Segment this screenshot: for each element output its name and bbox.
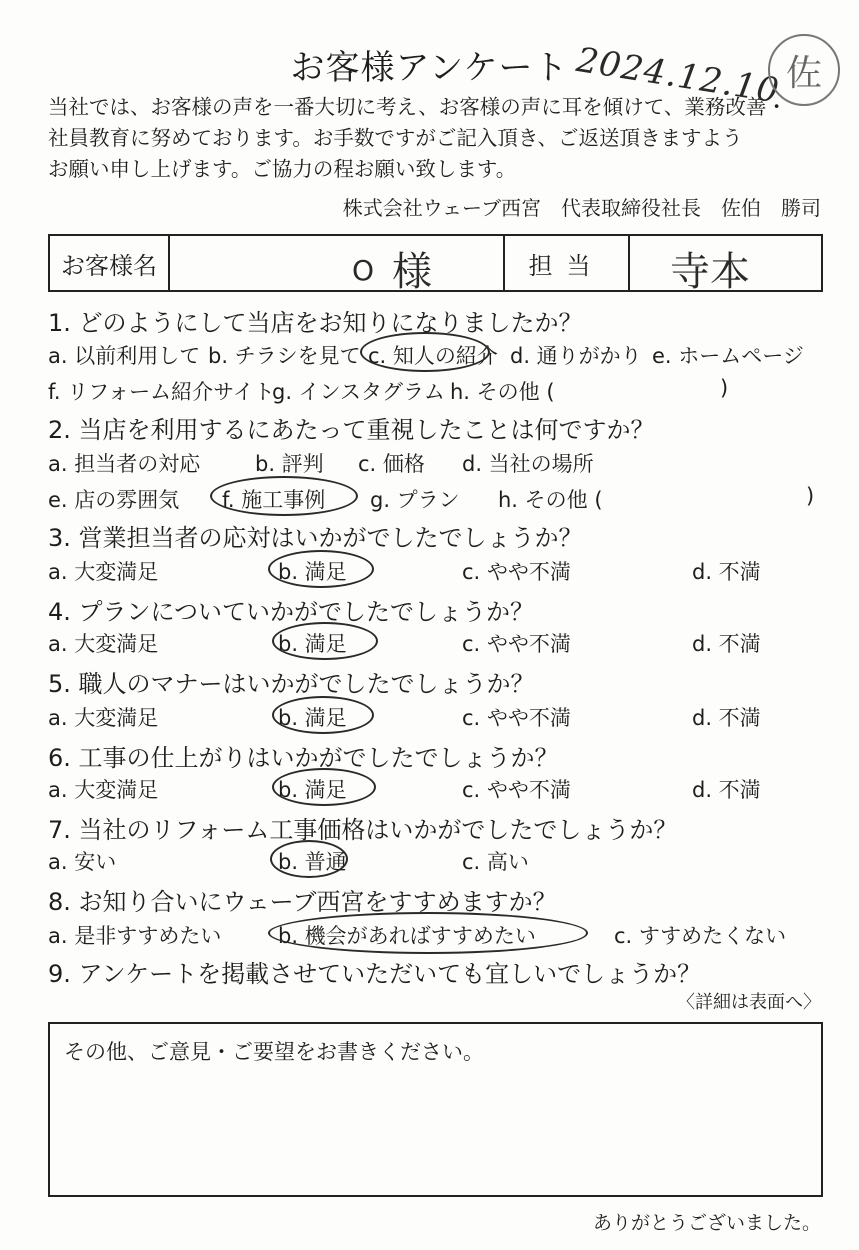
- question-9: 9. アンケートを掲載させていただいても宜しいでしょうか？: [48, 960, 702, 988]
- seal-stamp: 佐: [768, 34, 840, 106]
- q8-option-b[interactable]: b. 機会があればすすめたい: [278, 924, 536, 948]
- handwritten-date: 2024.12.10: [573, 40, 783, 112]
- q1-option-b[interactable]: b. チラシを見て: [208, 344, 361, 368]
- q1-option-c[interactable]: c. 知人の紹介: [368, 344, 498, 368]
- q7-option-b[interactable]: b. 普通: [278, 850, 347, 874]
- customer-name-field[interactable]: [170, 236, 505, 295]
- staff-value: 寺本: [670, 249, 750, 295]
- intro-text: [48, 92, 787, 185]
- q3-option-a[interactable]: a. 大変満足: [48, 560, 159, 584]
- q1-option-d[interactable]: d. 通りがかり: [510, 344, 642, 368]
- q1-option-g[interactable]: g. インスタグラム: [272, 380, 445, 404]
- question-5: 5. 職人のマナーはいかがでしたでしょうか？: [48, 670, 535, 698]
- question-4: 4. プランについていかがでしたでしょうか？: [48, 598, 535, 626]
- q1-option-a[interactable]: a. 以前利用して: [48, 344, 201, 368]
- q4-option-a[interactable]: a. 大変満足: [48, 632, 159, 656]
- q5-option-a[interactable]: a. 大変満足: [48, 706, 159, 730]
- question-8: 8. お知り合いにウェーブ西宮をすすめますか？: [48, 888, 557, 916]
- q2-option-d[interactable]: d. 当社の場所: [462, 452, 594, 476]
- q6-option-b[interactable]: b. 満足: [278, 778, 347, 802]
- q4-option-b[interactable]: b. 満足: [278, 632, 347, 656]
- q3-option-b[interactable]: b. 満足: [278, 560, 347, 584]
- q1-option-f[interactable]: f. リフォーム紹介サイト: [48, 380, 275, 404]
- q6-option-d[interactable]: d. 不満: [692, 778, 761, 802]
- q2-option-g[interactable]: g. プラン: [370, 488, 460, 512]
- q2-option-a[interactable]: a. 担当者の対応: [48, 452, 201, 476]
- customer-honorific: 様: [392, 249, 432, 295]
- comment-box[interactable]: [48, 1022, 823, 1197]
- q1-option-h-close: ): [720, 376, 729, 400]
- q2-option-h-close: ): [806, 484, 815, 508]
- q4-option-d[interactable]: d. 不満: [692, 632, 761, 656]
- intro-line: 当社では、お客様の声を一番大切に考え、お客様の声に耳を傾けて、業務改善・: [48, 95, 787, 119]
- q8-option-a[interactable]: a. 是非すすめたい: [48, 924, 222, 948]
- comment-label: その他、ご意見・ご要望をお書きください。: [64, 1040, 484, 1064]
- q6-option-a[interactable]: a. 大変満足: [48, 778, 159, 802]
- thanks-message: ありがとうございました。: [592, 1212, 821, 1234]
- see-front-note: 〈詳細は表面へ〉: [677, 992, 821, 1013]
- customer-info-table: [48, 234, 823, 295]
- q1-option-e[interactable]: e. ホームページ: [652, 344, 804, 368]
- question-2: 2. 当店を利用するにあたって重視したことは何ですか？: [48, 416, 655, 444]
- q5-option-d[interactable]: d. 不満: [692, 706, 761, 730]
- customer-name-value: O: [352, 254, 375, 287]
- q2-option-c[interactable]: c. 価格: [358, 452, 425, 476]
- staff-label: 担当: [505, 236, 630, 290]
- q2-option-h[interactable]: h. その他 (: [498, 488, 603, 512]
- question-3: 3. 営業担当者の応対はいかがでしたでしょうか？: [48, 524, 583, 552]
- q1-option-h[interactable]: h. その他 (: [450, 380, 555, 404]
- q7-option-c[interactable]: c. 高い: [462, 850, 529, 874]
- q3-option-d[interactable]: d. 不満: [692, 560, 761, 584]
- q4-option-c[interactable]: c. やや不満: [462, 632, 571, 656]
- question-7: 7. 当社のリフォーム工事価格はいかがでしたでしょうか？: [48, 816, 678, 844]
- q8-option-c[interactable]: c. すすめたくない: [614, 924, 787, 948]
- q2-option-b[interactable]: b. 評判: [255, 452, 324, 476]
- q2-option-f[interactable]: f. 施工事例: [222, 488, 326, 512]
- customer-name-label: お客様名: [50, 236, 170, 290]
- company-signature: 株式会社ウェーブ西宮 代表取締役社長 佐伯 勝司: [342, 196, 821, 220]
- q2-option-e[interactable]: e. 店の雰囲気: [48, 488, 180, 512]
- staff-field[interactable]: [630, 236, 821, 295]
- q7-option-a[interactable]: a. 安い: [48, 850, 117, 874]
- question-1: 1. どのようにして当店をお知りになりましたか？: [48, 309, 583, 337]
- intro-line: 社員教育に努めております。お手数ですがご記入頂き、ご返送頂きますよう: [48, 126, 743, 150]
- q5-option-c[interactable]: c. やや不満: [462, 706, 571, 730]
- q6-option-c[interactable]: c. やや不満: [462, 778, 571, 802]
- question-6: 6. 工事の仕上がりはいかがでしたでしょうか？: [48, 744, 559, 772]
- q5-option-b[interactable]: b. 満足: [278, 706, 347, 730]
- q3-option-c[interactable]: c. やや不満: [462, 560, 571, 584]
- intro-line: お願い申し上げます。ご協力の程お願い致します。: [48, 157, 517, 181]
- page-title: お客様アンケート: [290, 48, 569, 88]
